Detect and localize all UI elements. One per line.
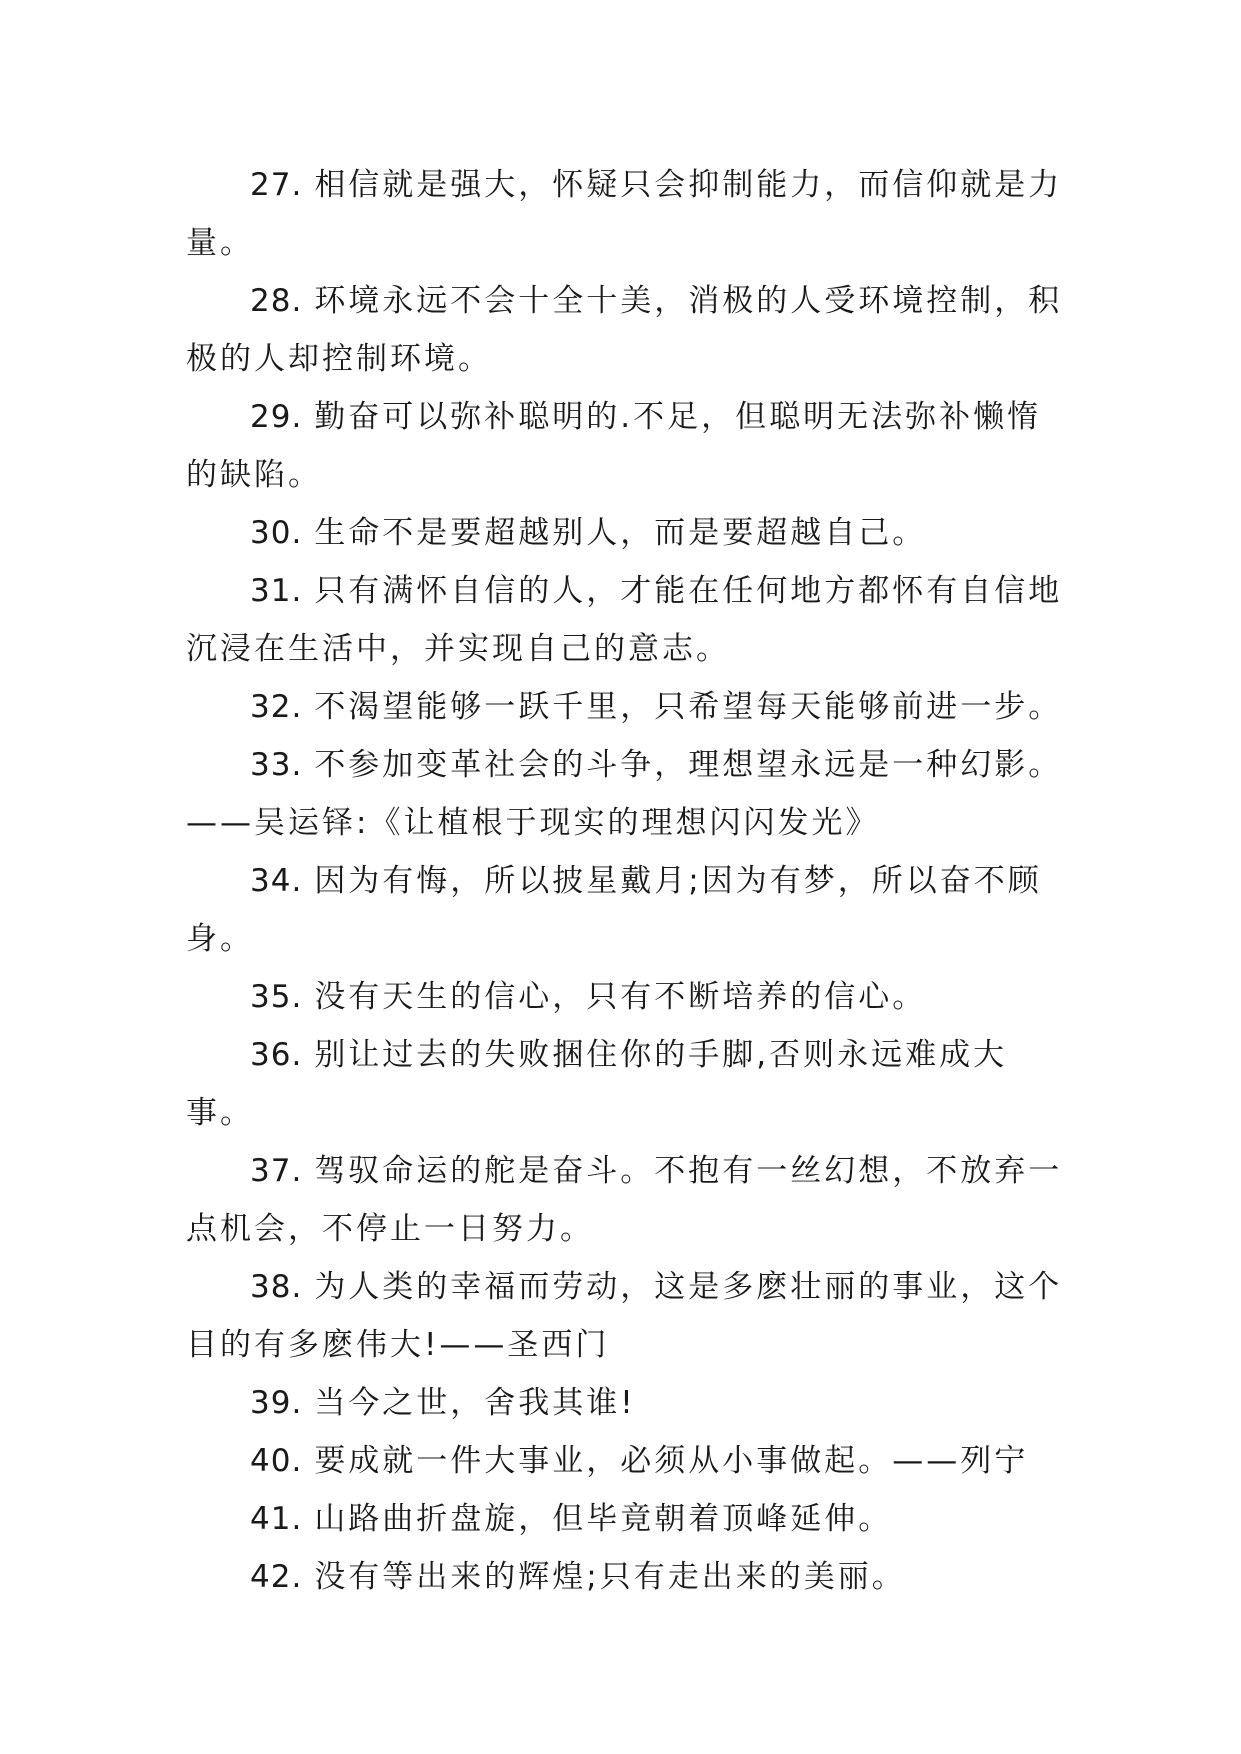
quote-number: 35. [250,979,303,1015]
quote-number: 42. [250,1559,303,1595]
quote-number: 30. [250,515,303,551]
quote-text: 没有天生的信心，只有不断培养的信心。 [314,979,927,1015]
quote-text: 只有满怀自信的人，才能在任何地方都怀有自信地沉浸在生活中，并实现自己的意志。 [186,573,1063,667]
quote-paragraph [186,678,1066,736]
quote-paragraph [186,1258,1066,1374]
quote-text: 驾驭命运的舵是奋斗。不抱有一丝幻想，不放弃一点机会，不停止一日努力。 [186,1153,1063,1247]
quote-text: 要成就一件大事业，必须从小事做起。——列宁 [314,1443,1029,1479]
quote-text: 相信就是强大，怀疑只会抑制能力，而信仰就是力量。 [186,167,1063,261]
quote-paragraph [186,968,1066,1026]
quote-paragraph [186,1548,1066,1606]
quote-text: 环境永远不会十全十美，消极的人受环境控制，积极的人却控制环境。 [186,283,1063,377]
quote-number: 40. [250,1443,303,1479]
quote-paragraph [186,388,1066,504]
quote-number: 38. [250,1269,303,1305]
quote-text: 生命不是要超越别人，而是要超越自己。 [314,515,927,551]
quote-number: 27. [250,167,303,203]
quote-number: 28. [250,283,303,319]
quote-paragraph [186,852,1066,968]
quote-text: 因为有悔，所以披星戴月;因为有梦，所以奋不顾身。 [186,863,1042,957]
quote-number: 36. [250,1037,303,1073]
quote-paragraph [186,272,1066,388]
quote-number: 37. [250,1153,303,1189]
quote-paragraph [186,736,1066,852]
quote-text: 山路曲折盘旋，但毕竟朝着顶峰延伸。 [314,1501,893,1537]
quote-paragraph [186,1026,1066,1142]
quote-number: 34. [250,863,303,899]
quote-paragraph [186,156,1066,272]
quote-paragraph [186,1490,1066,1548]
quote-number: 39. [250,1385,303,1421]
quote-text: 不渴望能够一跃千里，只希望每天能够前进一步。 [314,689,1063,725]
quote-text: 勤奋可以弥补聪明的.不足，但聪明无法弥补懒惰的缺陷。 [186,399,1042,493]
quote-paragraph [186,1374,1066,1432]
quote-paragraph [186,1432,1066,1490]
quote-text: 没有等出来的辉煌;只有走出来的美丽。 [314,1559,906,1595]
quote-text: 当今之世，舍我其谁! [314,1385,636,1421]
quote-text: 别让过去的失败捆住你的手脚,否则永远难成大事。 [186,1037,1008,1131]
quote-paragraph [186,504,1066,562]
quote-number: 29. [250,399,303,435]
quote-number: 32. [250,689,303,725]
quote-paragraph [186,562,1066,678]
quote-text: 不参加变革社会的斗争，理想望永远是一种幻影。——吴运铎:《让植根于现实的理想闪闪发光》 [186,747,1063,841]
quote-paragraph [186,1142,1066,1258]
quote-number: 31. [250,573,303,609]
quote-text: 为人类的幸福而劳动，这是多麽壮丽的事业，这个目的有多麽伟大!——圣西门 [186,1269,1063,1363]
quote-number: 41. [250,1501,303,1537]
quote-list [186,156,1066,1606]
quote-number: 33. [250,747,303,783]
